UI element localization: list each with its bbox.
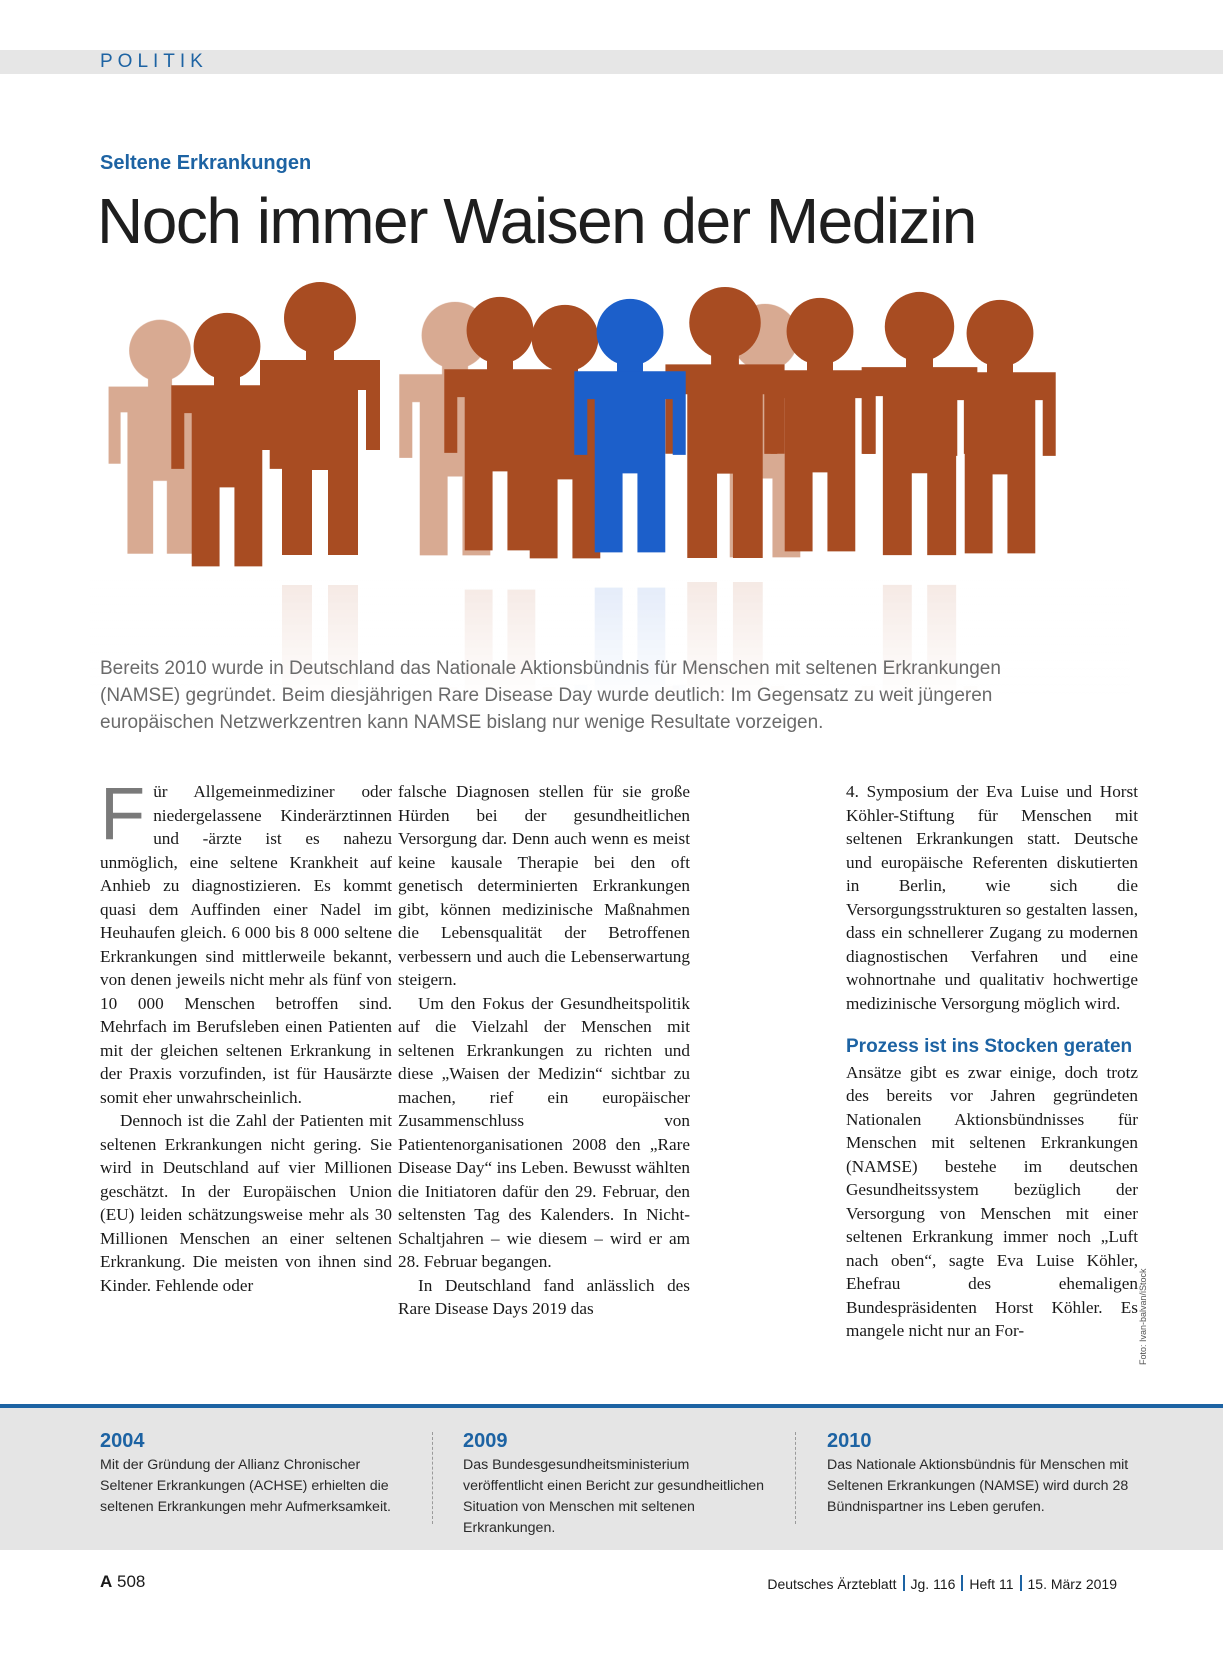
hero-image-wooden-figures — [90, 280, 1130, 700]
page-prefix: A — [100, 1572, 113, 1591]
article-column-1 — [100, 772, 392, 1297]
journal-info — [767, 1575, 1117, 1592]
timeline-year: 2010 — [827, 1430, 872, 1452]
journal-name: Deutsches Ärzteblatt — [767, 1576, 897, 1592]
article-lead: Bereits 2010 wurde in Deutschland das Nationale Aktionsbündnis für Menschen mit seltenen Erkrankungen (NAMSE) gegründet. Beim diesjährigen Rare Disease Day wurde deutlich: Im Gegensatz zu weit jüngeren europäischen Netzwerkzentren kann NAMSE bislang nur wenige Resultate vorzeigen. — [100, 658, 1001, 733]
article-headline: Noch immer Waisen der Medizin — [97, 185, 976, 257]
timeline-item — [827, 1430, 1137, 1518]
drop-cap: F — [100, 772, 146, 855]
separator — [903, 1575, 905, 1591]
article-column-3 — [846, 780, 1138, 1343]
separator — [1020, 1575, 1022, 1591]
body-paragraph: Dennoch ist die Zahl der Patienten mit seltenen Erkrankungen nicht gering. Sie wird in Deutschland auf vier Millionen geschätzt. In der Europäischen Union (EU) leiden schätzungsweise mehr als 30 Millionen Menschen an einer seltenen Erkrankung. Die meisten von ihnen sind Kinder. Fehlende oder — [100, 1111, 392, 1295]
page-number-value: 508 — [117, 1572, 146, 1591]
body-paragraph: ür Allgemeinmediziner oder niedergelassene Kinderärztinnen und -ärzte ist es nahezu unmöglich, eine seltene Krankheit auf Anhieb zu diagnostizieren. Es kommt quasi dem Auffinden einer Nadel im Heuhaufen gleich. 6 000 bis 8 000 seltene Erkrankungen sind mittlerweile bekannt, von denen jeweils nicht mehr als fünf von 10 000 Menschen betroffen sind. Mehrfach im Berufsleben einen Patienten mit der gleichen seltenen Erkrankung in der Praxis vorzufinden, ist für Hausärzte somit eher unwahrscheinlich. — [100, 782, 392, 1107]
body-paragraph: falsche Diagnosen stellen für sie große Hürden bei der gesundheitlichen Versorgung dar. Denn auch wenn es meist keine kausale Therapie bei den oft genetisch determinierten Erkrankungen gibt, können medizinische Maßnahmen die Lebensqualität der Betroffenen verbessern und auch die Lebenserwartung steigern. — [398, 782, 690, 989]
timeline-year: 2009 — [463, 1430, 508, 1452]
page-number — [100, 1572, 145, 1592]
body-paragraph: 4. Symposium der Eva Luise und Horst Köhler-Stiftung für Menschen mit seltenen Erkrankungen statt. Deutsche und europäische Referenten diskutierten in Berlin, wie sich die Versorgungsstrukturen so gestalten lassen, dass ein schnellerer Zugang zu modernen diagnostischen Verfahren und eine wohnortnahe und qualitativ hochwertige medizinische Versorgung möglich wird. — [846, 782, 1138, 1013]
article-kicker: Seltene Erkrankungen — [100, 152, 312, 174]
section-label: POLITIK — [100, 51, 208, 72]
photo-credit: Foto: Ivan-balvan/iStock — [1138, 1268, 1148, 1365]
timeline-item — [100, 1430, 410, 1518]
timeline-text: Das Bundesgesundheitsministerium veröffentlicht einen Bericht zur gesundheitlichen Situation von Menschen mit seltenen Erkrankungen. — [463, 1457, 765, 1536]
body-paragraph: Ansätze gibt es zwar einige, doch trotz des bereits vor Jahren gegründeten Nationalen Aktionsbündnisses für Menschen mit seltenen Erkrankungen (NAMSE) bestehe im deutschen Gesundheitssystem bezüglich der Versorgung von Menschen mit einer seltenen Erkrankung immer noch „Luft nach oben“, sagte Eva Luise Köhler, Ehefrau des ehemaligen Bundespräsidenten Horst Köhler. Es mangele nicht nur an For- — [846, 1062, 1138, 1340]
journal-volume: Jg. 116 — [910, 1576, 956, 1592]
journal-date: 15. März 2019 — [1027, 1576, 1117, 1592]
timeline-divider — [432, 1432, 433, 1524]
journal-issue: Heft 11 — [969, 1576, 1014, 1592]
separator — [961, 1575, 963, 1591]
article-column-2 — [398, 780, 690, 1321]
timeline-divider — [795, 1432, 796, 1524]
timeline-box — [0, 1404, 1223, 1550]
timeline-item — [463, 1430, 773, 1539]
timeline-text: Mit der Gründung der Allianz Chronischer Seltener Erkrankungen (ACHSE) erhielten die seltenen Erkrankungen mehr Aufmerksamkeit. — [100, 1457, 391, 1515]
timeline-year: 2004 — [100, 1430, 145, 1452]
body-paragraph: In Deutschland fand anlässlich des Rare Disease Days 2019 das — [398, 1275, 690, 1318]
body-paragraph: Um den Fokus der Gesundheitspolitik auf die Vielzahl der Menschen mit seltenen Erkrankungen zu richten und diese „Waisen der Medizin“ sichtbar zu machen, rief ein europäischer Zusammenschluss von Patientenorganisationen 2008 den „Rare Disease Day“ ins Leben. Bewusst wählten die Initiatoren dafür den 29. Februar, den seltensten Tag des Kalenders. In Nicht-Schaltjahren – wie diesem – wird er am 28. Februar begangen. — [398, 993, 690, 1271]
timeline-text: Das Nationale Aktionsbündnis für Menschen mit Seltenen Erkrankungen (NAMSE) wird durch 28 Bündnispartner ins Leben gerufen. — [827, 1457, 1129, 1515]
article-subheading: Prozess ist ins Stocken geraten — [846, 1036, 1133, 1057]
